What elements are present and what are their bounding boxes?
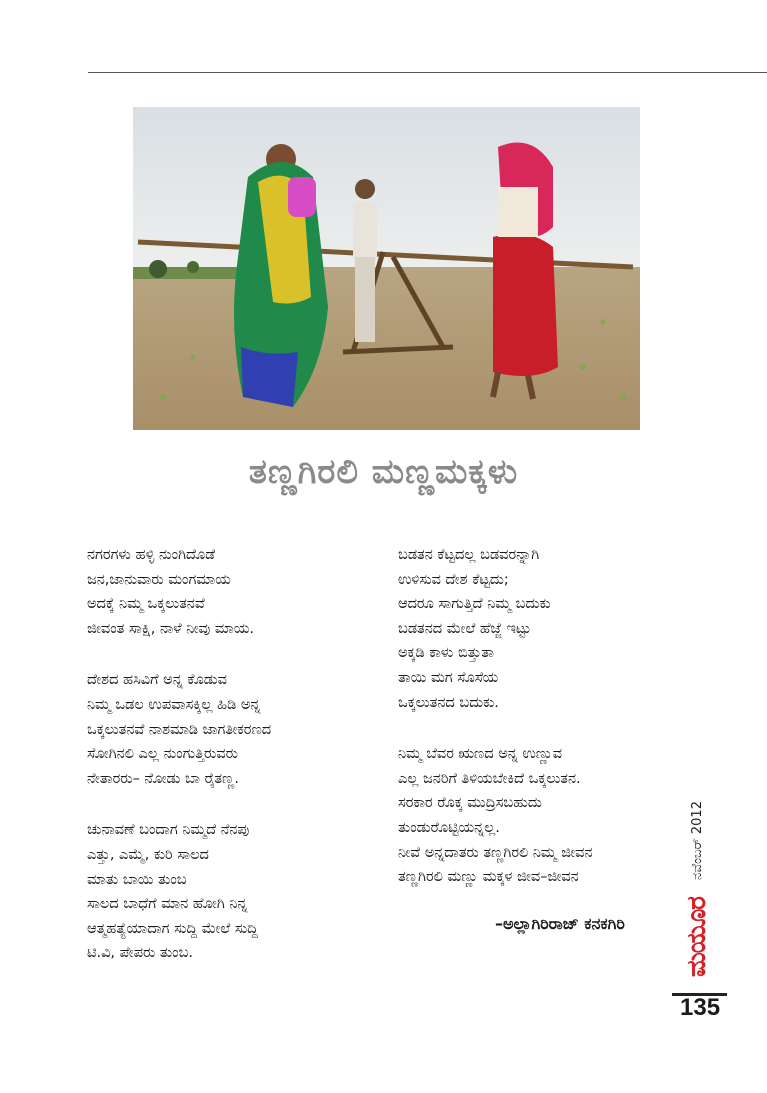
poem-line: ತಾಯಿ ಮಗ ಸೊಸೆಯ [398, 669, 499, 686]
issue-date: ನವೆಂಬರ್ 2012 [690, 801, 705, 880]
poem-line: ತಣ್ಣಗಿರಲಿ ಮಣ್ಣು ಮಕ್ಕಳ ಜೀವ–ಜೀವನ [398, 869, 579, 886]
poem-line: ತುಂಡುರೊಟ್ಟಿಯನ್ನಲ್ಲ. [398, 819, 500, 836]
poem-line: ಸೋಗಿನಲಿ ಎಲ್ಲ ನುಂಗುತ್ತಿರುವರು [87, 746, 238, 763]
poem-line: ಎತ್ತು, ಎಮ್ಮೆ, ಕುರಿ ಸಾಲದ [87, 846, 209, 863]
poem-line: ಆತ್ಮಹತ್ಯೆಯಾದಾಗ ಸುದ್ದಿ ಮೇಲೆ ಸುದ್ದಿ [87, 920, 258, 937]
magazine-logo: ಮಯೂರ [682, 897, 712, 977]
poem-line: ಬಡತನದ ಮೇಲೆ ಹೆಜ್ಜೆ ಇಟ್ಟು [398, 620, 532, 637]
stanza [87, 543, 377, 641]
stanza [87, 818, 377, 966]
poem-column-left [87, 543, 377, 993]
poem-line: ಜನ,ಜಾನುವಾರು ಮಂಗಮಾಯ [87, 571, 231, 588]
magazine-sidebar [672, 780, 722, 990]
poem-line: ಉಳಿಸುವ ದೇಶ ಕೆಟ್ಟದು; [398, 571, 509, 588]
farmers-plowing-photo [133, 107, 640, 430]
poem-line: ಒಕ್ಕಲುತನವೆ ನಾಶಮಾಡಿ ಜಾಗತೀಕರಣದ [87, 721, 272, 738]
poem-line: ಟಿ.ವಿ, ಪೇಪರು ತುಂಬ. [87, 945, 194, 962]
poem-line: ನೇತಾರರು– ನೋಡು ಬಾ ರೈತಣ್ಣ. [87, 770, 239, 787]
poem-line: ಒಕ್ಕಲುತನದ ಬದುಕು. [398, 694, 499, 711]
poem-column-right [398, 543, 698, 917]
stanza [87, 668, 377, 791]
poem-line: ನಿಮ್ಮ ಒಡಲ ಉಪವಾಸಕ್ಕಿಲ್ಲ ಹಿಡಿ ಅನ್ನ [87, 696, 261, 713]
poem-line: ಬಡತನ ಕೆಟ್ಟದಲ್ಲ ಬಡವರನ್ನಾಗಿ [398, 547, 540, 563]
poem-line: ಅದಕ್ಕೆ ನಿಮ್ಮ ಒಕ್ಕಲುತನವೆ [87, 596, 205, 613]
poem-line: ನೀವೆ ಅನ್ನದಾತರು ತಣ್ಣಗಿರಲಿ ನಿಮ್ಮ ಜೀವನ [398, 844, 593, 861]
poem-line: ನಿಮ್ಮ ಬೆವರ ಋಣದ ಅನ್ನ ಉಣ್ಣುವ [398, 746, 563, 763]
poem-line: ದೇಶದ ಹಸಿವಿಗೆ ಅನ್ನ ಕೊಡುವ [87, 672, 227, 689]
poem-line: ಅಕ್ಕಡಿ ಕಾಳು ಬಿತ್ತುತಾ [398, 645, 495, 662]
poem-line: ಮಾತು ಬಾಯಿ ತುಂಬ [87, 871, 187, 888]
poem-line: ನಗರಗಳು ಹಳ್ಳಿ ನುಂಗಿದೊಡೆ [87, 547, 216, 563]
top-rule [88, 72, 767, 73]
poem-line: ಎಲ್ಲ ಜನರಿಗೆ ತಿಳಿಯಬೇಕಿದೆ ಒಕ್ಕಲುತನ. [398, 770, 581, 787]
poem-title: ತಣ್ಣಗಿರಲಿ ಮಣ್ಣಮಕ್ಕಳು [248, 452, 519, 492]
poem-line: ಸಾಲದ ಬಾಧೆಗೆ ಮಾನ ಹೋಗಿ ನಿನ್ನ [87, 896, 248, 913]
poem-author: –ಅಲ್ಲಾಗಿರಿರಾಜ್ ಕನಕಗಿರಿ [495, 914, 625, 933]
poem-line: ಸರಕಾರ ರೊಕ್ಕ ಮುದ್ರಿಸಬಹುದು [398, 795, 542, 812]
poem-line: ಆದರೂ ಸಾಗುತ್ತಿದೆ ನಿಮ್ಮ ಬದುಕು [398, 596, 551, 613]
page-number: 135 [680, 994, 721, 1021]
poem-line: ಜೀವಂತ ಸಾಕ್ಷಿ, ನಾಳೆ ನೀವು ಮಾಯ. [87, 620, 254, 637]
stanza [398, 543, 698, 715]
stanza [398, 742, 698, 890]
poem-line: ಚುನಾವಣೆ ಬಂದಾಗ ನಿಮ್ಮದೆ ನೆನಪು [87, 822, 250, 839]
